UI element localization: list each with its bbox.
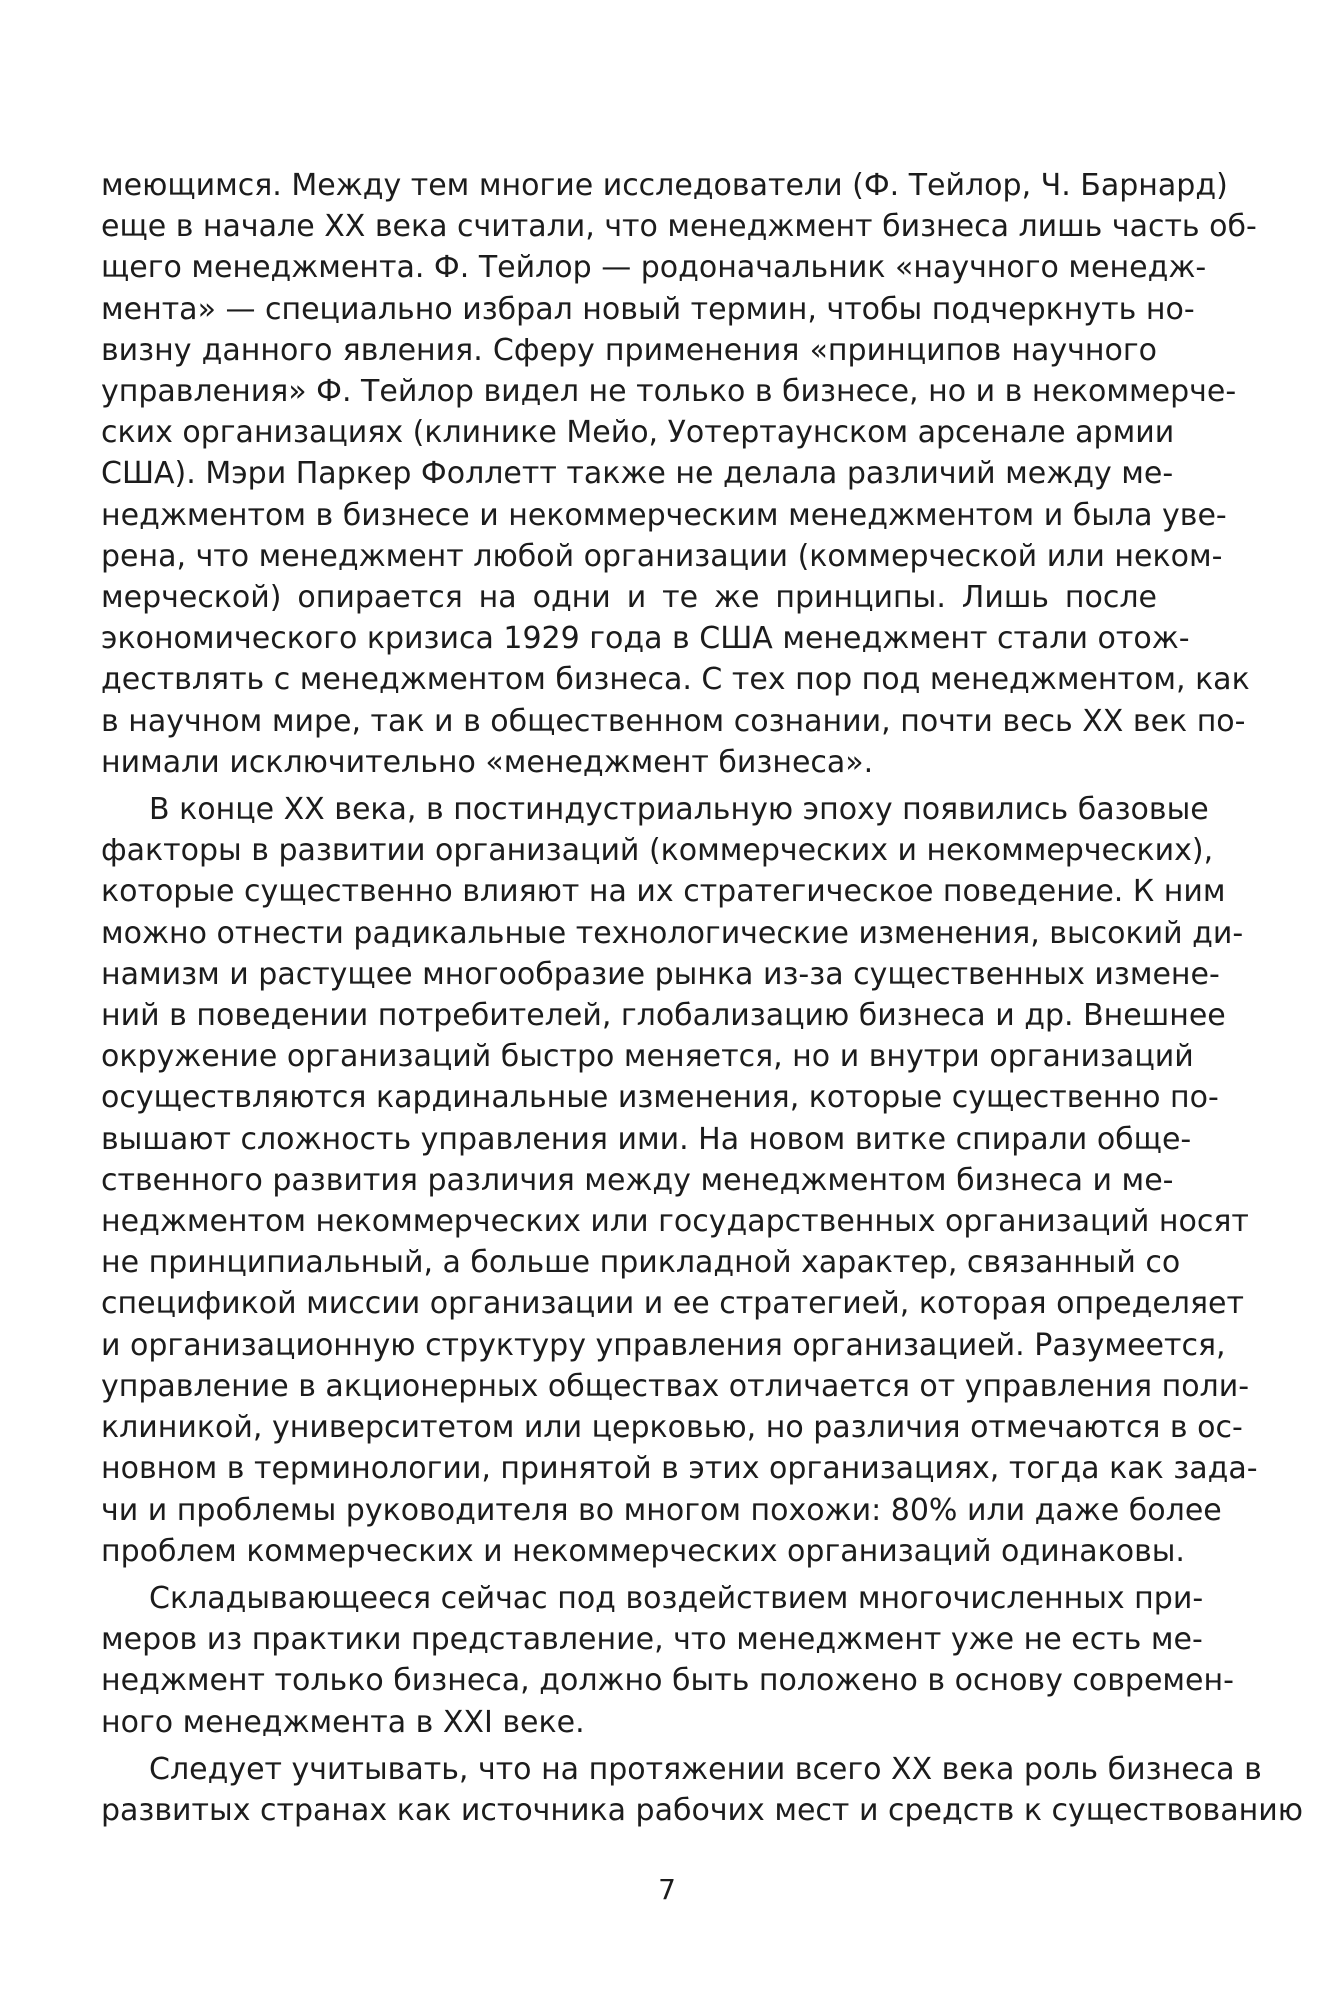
paragraph-3	[101, 1578, 1234, 1743]
text-line: в научном мире, так и в общественном сознании, почти весь XX век по-	[101, 703, 1246, 739]
text-line: проблем коммерческих и некоммерческих организаций одинаковы.	[101, 1533, 1185, 1569]
text-line: еще в начале XX века считали, что менеджмент бизнеса лишь часть об-	[101, 209, 1257, 245]
paragraph-1	[101, 165, 1257, 783]
text-line: новном в терминологии, принятой в этих организациях, тогда как зада-	[101, 1451, 1258, 1487]
text-line: факторы в развитии организаций (коммерческих и некоммерческих),	[101, 833, 1214, 869]
text-line: рена, что менеджмент любой организации (коммерческой или неком-	[101, 538, 1223, 574]
text-line: США). Мэри Паркер Фоллетт также не делала различий между ме-	[101, 456, 1174, 492]
text-line: окружение организаций быстро меняется, но и внутри организаций	[101, 1039, 1194, 1075]
text-line: чи и проблемы руководителя во многом похожи: 80% или даже более	[101, 1492, 1222, 1528]
text-line: мерческой) опирается на одни и те же принципы. Лишь после	[101, 580, 1157, 616]
text-line: и организационную структуру управления организацией. Разумеется,	[101, 1327, 1226, 1363]
text-line: щего менеджмента. Ф. Тейлор — родоначальник «научного менедж-	[101, 250, 1207, 286]
paragraph-4	[101, 1749, 1303, 1831]
text-line: экономического кризиса 1929 года в США менеджмент стали отож-	[101, 621, 1190, 657]
text-line: вышают сложность управления ими. На новом витке спирали обще-	[101, 1121, 1192, 1157]
text-line: спецификой миссии организации и ее стратегией, которая определяет	[101, 1286, 1244, 1322]
text-line: которые существенно влияют на их стратегическое поведение. К ним	[101, 874, 1226, 910]
page-number: 7	[658, 1873, 676, 1906]
text-line: В конце XX века, в постиндустриальную эпоху появились базовые	[149, 792, 1209, 828]
text-line: нимали исключительно «менеджмент бизнеса».	[101, 744, 874, 780]
text-line: ских организациях (клинике Мейо, Уотертаунском арсенале армии	[101, 415, 1175, 451]
text-line: клиникой, университетом или церковью, но различия отмечаются в ос-	[101, 1410, 1243, 1446]
text-line: не принципиальный, а больше прикладной характер, связанный со	[101, 1245, 1181, 1281]
text-line: можно отнести радикальные технологические изменения, высокий ди-	[101, 915, 1244, 951]
text-line: управления» Ф. Тейлор видел не только в бизнесе, но и в некоммерче-	[101, 374, 1237, 410]
text-line: развитых странах как источника рабочих мест и средств к существованию	[101, 1792, 1303, 1828]
text-line: неджментом в бизнесе и некоммерческим менеджментом и была уве-	[101, 497, 1227, 533]
text-line: меров из практики представление, что менеджмент уже не есть ме-	[101, 1622, 1203, 1658]
text-line: ний в поведении потребителей, глобализацию бизнеса и др. Внешнее	[101, 998, 1226, 1034]
paragraph-2	[101, 789, 1258, 1572]
text-line: управление в акционерных обществах отличается от управления поли-	[101, 1368, 1250, 1404]
text-line: осуществляются кардинальные изменения, которые существенно по-	[101, 1080, 1219, 1116]
text-line: дествлять с менеджментом бизнеса. С тех пор под менеджментом, как	[101, 662, 1250, 698]
body-text	[101, 165, 1303, 1831]
text-line: неджмент только бизнеса, должно быть положено в основу современ-	[101, 1663, 1234, 1699]
text-line: намизм и растущее многообразие рынка из-за существенных измене-	[101, 956, 1220, 992]
text-line: неджментом некоммерческих или государственных организаций носят	[101, 1204, 1249, 1240]
text-line: меющимся. Между тем многие исследователи (Ф. Тейлор, Ч. Барнард)	[101, 168, 1228, 203]
text-line: ного менеджмента в XXI веке.	[101, 1704, 585, 1740]
text-line: Складывающееся сейчас под воздействием многочисленных при-	[149, 1580, 1204, 1616]
text-line: мента» — специально избрал новый термин, чтобы подчеркнуть но-	[101, 291, 1195, 327]
text-line: визну данного явления. Сферу применения «принципов научного	[101, 332, 1157, 368]
text-line: ственного развития различия между менеджментом бизнеса и ме-	[101, 1162, 1174, 1198]
text-line: Следует учитывать, что на протяжении всего XX века роль бизнеса в	[149, 1751, 1262, 1787]
